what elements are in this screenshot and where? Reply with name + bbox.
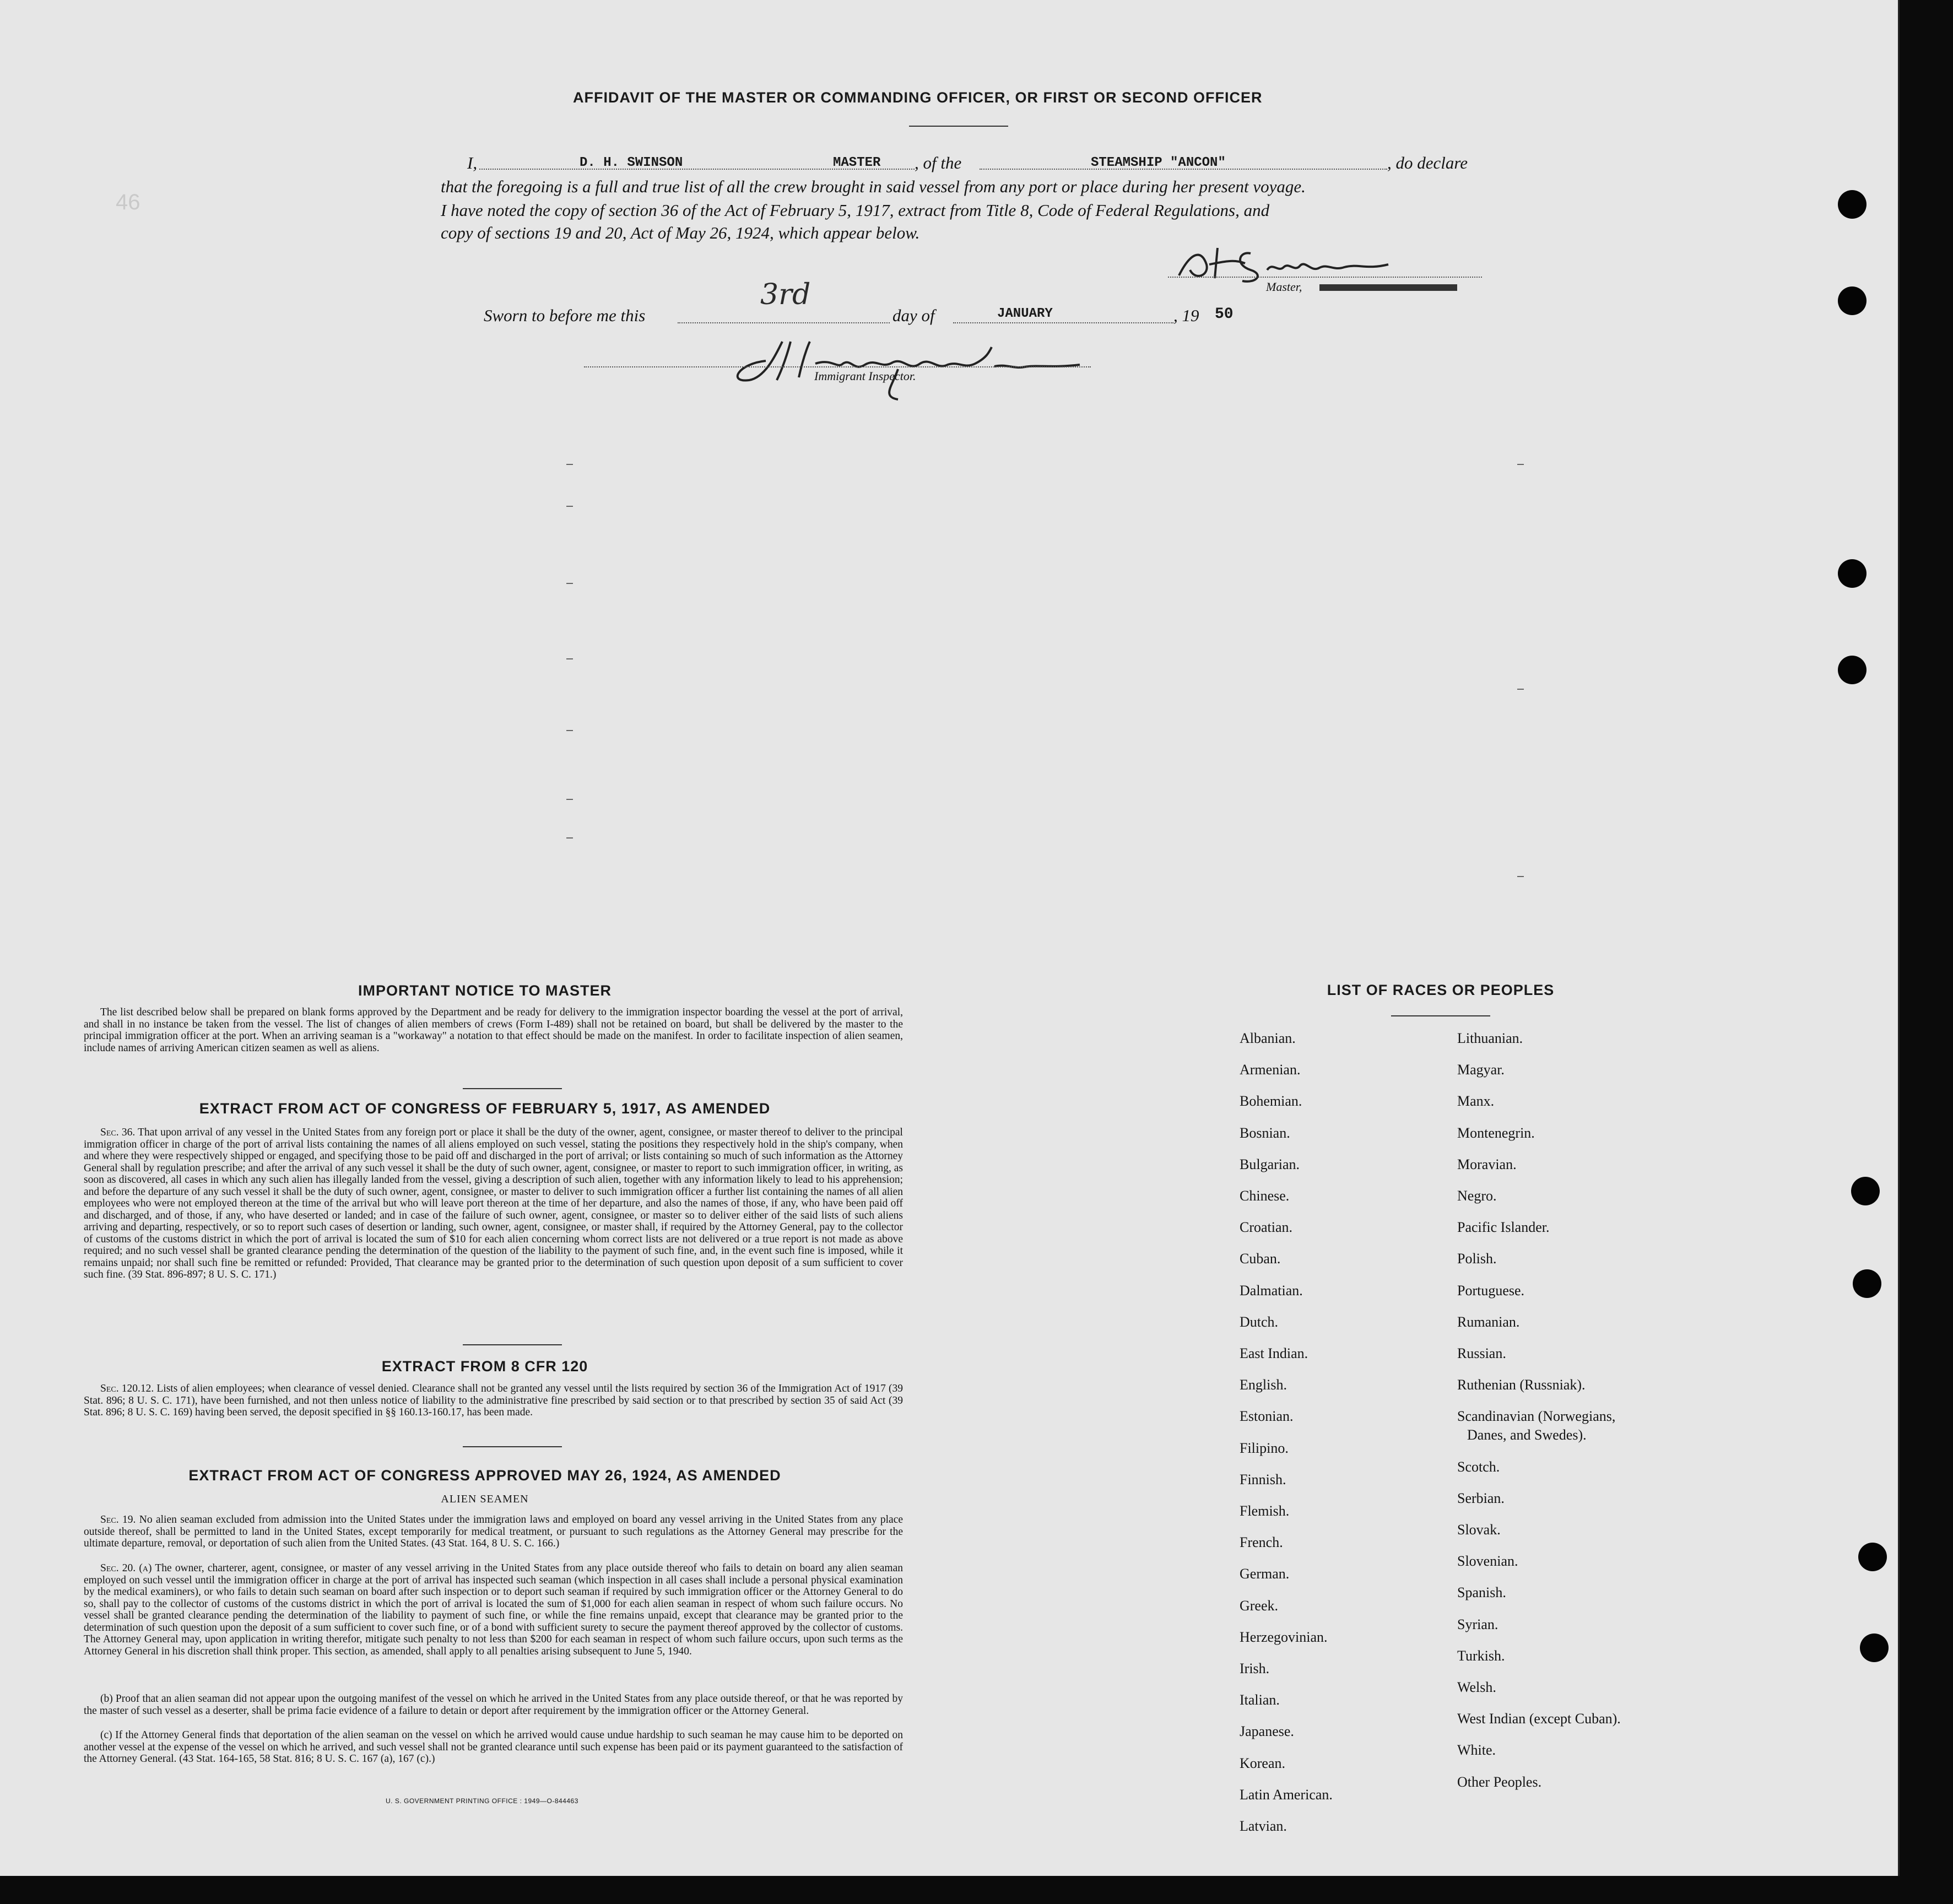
pronoun: I, xyxy=(467,153,478,172)
punch-hole xyxy=(1838,286,1867,315)
race-item: Slovak. xyxy=(1457,1522,1501,1538)
column-tick xyxy=(566,799,573,800)
extract-1917-title: EXTRACT FROM ACT OF CONGRESS OF FEBRUARY 5, 1917, AS AMENDED xyxy=(199,1100,771,1117)
margin-mark: 46 xyxy=(116,190,140,214)
sec19-body: No alien seaman excluded from admission into the United States under the immigration laws and employed on board any vessel arriving in the United States from any place outside thereof, shall be permitted to land in the United States, except temporarily for medical treatment, or pursuant to such regulations as the Attorney General may prescribe for the ultimate departure, removal, or deportation of such alien from the United States. (43 Stat. 164, 8 U. S. C. 166.) xyxy=(84,1514,904,1549)
punch-hole xyxy=(1838,656,1867,684)
race-item: Portuguese. xyxy=(1457,1282,1525,1299)
race-item: Spanish. xyxy=(1457,1584,1506,1601)
master-rank: MASTER xyxy=(833,155,881,170)
race-item: White. xyxy=(1457,1742,1496,1759)
master-caption: Master, xyxy=(1266,280,1302,294)
race-item: Magyar. xyxy=(1457,1062,1505,1078)
race-item: Japanese. xyxy=(1240,1723,1294,1740)
of-the-text: , of the xyxy=(915,153,962,172)
race-item: Latin American. xyxy=(1240,1786,1333,1803)
race-item: East Indian. xyxy=(1240,1345,1308,1361)
race-item: Scandinavian (Norwegians, xyxy=(1457,1408,1616,1425)
race-item: Chinese. xyxy=(1240,1188,1290,1204)
race-item: Welsh. xyxy=(1457,1679,1496,1695)
race-item: Korean. xyxy=(1240,1755,1286,1771)
column-tick xyxy=(566,730,573,731)
do-declare-text: , do declare xyxy=(1387,153,1468,172)
notice-title: IMPORTANT NOTICE TO MASTER xyxy=(358,982,612,999)
race-item: Dalmatian. xyxy=(1240,1282,1303,1299)
extract-1924-title: EXTRACT FROM ACT OF CONGRESS APPROVED MAY 26, 1924, AS AMENDED xyxy=(188,1467,781,1484)
column-tick xyxy=(566,837,573,839)
punch-hole xyxy=(1858,1543,1887,1571)
affidavit-title: AFFIDAVIT OF THE MASTER OR COMMANDING OFFICER, OR FIRST OR SECOND OFFICER xyxy=(573,89,1263,106)
section-rule xyxy=(463,1088,562,1089)
punch-hole xyxy=(1838,559,1867,588)
column-tick xyxy=(566,583,573,584)
vessel-name: STEAMSHIP "ANCON" xyxy=(1091,155,1226,170)
race-item: French. xyxy=(1240,1534,1283,1551)
extract-cfr-text xyxy=(84,1383,903,1419)
race-item: Danes, and Swedes). xyxy=(1467,1427,1587,1443)
sec20a-body: The owner, charterer, agent, consignee, or master of any vessel arriving in the United States from any place outside thereof who fails to detain on board any alien seaman employed on such vessel until the immigration officer in charge at the port of arrival has inspected such seaman (which inspection in all cases shall include a personal physical examination by the medical examiners), or who fails to detain such seaman on board after such inspection or to deport such seaman if required by such immigration officer or the Attorney General to do so, shall pay to the collector of customs of the customs district in which the port of arrival is located the sum of $1,000 for each alien seaman in respect of whom such failure occurs. No vessel shall be granted clearance pending the determination of the liability to payment of such fine, or while the fine remains unpaid, except that clearance may be granted prior to the determination of such question upon the deposit of a sum sufficient to cover such fine, or of a bond with sufficient surety to secure the payment thereof approved by the collector of customs. The Attorney General may, upon application in writing therefor, mitigate such penalty to not less than $200 for each seaman in respect of whom such failure occurs, upon such terms as the Attorney General in his discretion shall think proper. This section, as amended, shall apply to all penalties arising subsequent to June 5, 1940. xyxy=(84,1562,903,1657)
extract-1917-sec: Sec. 36. xyxy=(100,1127,136,1138)
column-tick xyxy=(1517,464,1524,465)
extract-1924-sec20c: (c) If the Attorney General finds that deportation of the alien seaman on the vessel on which he arrived would cause undue hardship to such seaman he may cause him to be deported on another vessel at the expense of the vessel on which he arrived, and such vessel shall not be granted clearance until such expense has been paid or its payment guaranteed to the satisfaction of the Attorney General. (43 Stat. 164-165, 58 Stat. 816; 8 U. S. C. 167 (a), 167 (c).) xyxy=(84,1729,903,1765)
struck-title xyxy=(1319,284,1457,291)
punch-hole xyxy=(1853,1269,1881,1298)
race-item: Estonian. xyxy=(1240,1408,1294,1425)
title-rule xyxy=(909,126,1008,127)
extract-cfr-title: EXTRACT FROM 8 CFR 120 xyxy=(381,1358,588,1375)
day-of-text: day of xyxy=(892,306,935,325)
extract-1917-body: That upon arrival of any vessel in the United States from any foreign port or place it shall be the duty of the owner, agent, consignee, or master thereof to deliver to the principal immigration officer in charge of the port of arrival lists containing the names of all aliens employed on such vessel, stating the positions they respectively hold in the ship's company, when and where they were respectively shipped or engaged, and specifying those to be paid off and discharged in the port of arrival; or lists containing so much of such information as the Attorney General shall by regulation prescribe; and after the arrival of any such vessel it shall be the duty of such owner, agent, consignee, or master to report to such immigration officer, in writing, as soon as discovered, all cases in which any such alien has illegally landed from the vessel, giving a description of such alien, together with any information likely to lead to his apprehension; and before the departure of any such vessel it shall be the duty of such owner, agent, consignee, or master to deliver to such immigration officer a further list containing the names of all alien employees who were not employed thereon at the time of the arrival but who will leave port thereon at the time of her departure, and also the names of those, if any, who have been paid off and discharged, and of those, if any, who have deserted or landed; and in case of the failure of such owner, agent, consignee, or master so to deliver either of the said lists of such aliens arriving and departing, respectively, or so to report such cases of desertion or landing, such owner, agent, consignee, or master shall, if required by the Attorney General, pay to the collector of customs of the customs district in which the port of arrival is located the sum of $10 for each alien concerning whom correct lists are not delivered or a true report is not made as above required; and no such vessel shall be granted clearance pending the determination of the question of the liability to the payment of such fine, and, in the event such fine is imposed, while it remains unpaid; nor shall such fine be remitted or refunded: Provided, That clearance may be granted prior to the determination of such question upon deposit of a sum sufficient to cover such fine. (39 Stat. 896-897; 8 U. S. C. 171.) xyxy=(84,1127,903,1280)
race-item: Scotch. xyxy=(1457,1458,1500,1475)
race-item: Rumanian. xyxy=(1457,1313,1520,1330)
column-tick xyxy=(1517,876,1524,877)
race-item: Serbian. xyxy=(1457,1490,1505,1506)
race-item: Armenian. xyxy=(1240,1062,1301,1078)
punch-hole xyxy=(1860,1633,1889,1662)
sec20a-label: Sec. 20. (a) xyxy=(100,1562,152,1574)
extract-cfr-sec: Sec. 120.12. xyxy=(100,1383,154,1394)
master-signature-line xyxy=(1168,277,1482,278)
races-title: LIST OF RACES OR PEOPLES xyxy=(1327,982,1555,998)
year-suffix: 50 xyxy=(1215,306,1234,323)
race-item: Bohemian. xyxy=(1240,1093,1302,1110)
race-item: Turkish. xyxy=(1457,1647,1505,1664)
inspector-signature-line xyxy=(584,366,1091,367)
race-item: West Indian (except Cuban). xyxy=(1457,1711,1621,1727)
race-item: Moravian. xyxy=(1457,1156,1517,1172)
extract-1924-sec20a xyxy=(84,1562,903,1657)
year-prefix: , 19 xyxy=(1173,306,1199,325)
sec19-label: Sec. 19. xyxy=(100,1514,136,1526)
extract-1917-text xyxy=(84,1127,903,1281)
extract-1924-subtitle: ALIEN SEAMEN xyxy=(441,1493,529,1505)
section-rule xyxy=(463,1344,562,1345)
race-item: German. xyxy=(1240,1566,1290,1582)
race-item: Manx. xyxy=(1457,1093,1495,1110)
race-item: Bulgarian. xyxy=(1240,1156,1300,1172)
race-item: Albanian. xyxy=(1240,1030,1296,1046)
affidavit-line-3: I have noted the copy of section 36 of the Act of February 5, 1917, extract from Title 8, Code of Federal Regulations, and xyxy=(441,201,1270,220)
sworn-day: 3rd xyxy=(760,278,811,311)
race-item: Latvian. xyxy=(1240,1818,1287,1834)
race-item: Other Peoples. xyxy=(1457,1773,1542,1790)
race-item: Italian. xyxy=(1240,1692,1280,1708)
column-tick xyxy=(566,464,573,465)
sworn-day-line xyxy=(678,322,890,323)
master-name: D. H. SWINSON xyxy=(580,155,683,170)
race-item: Herzegovinian. xyxy=(1240,1629,1328,1645)
affidavit-line-4: copy of sections 19 and 20, Act of May 26, 1924, which appear below. xyxy=(441,223,920,242)
month-line xyxy=(953,322,1173,323)
race-item: Russian. xyxy=(1457,1345,1506,1361)
punch-hole xyxy=(1838,190,1867,219)
race-item: Montenegrin. xyxy=(1457,1124,1535,1141)
race-item: Flemish. xyxy=(1240,1503,1290,1519)
race-item: English. xyxy=(1240,1377,1287,1393)
inspector-caption: Immigrant Inspector. xyxy=(814,369,916,383)
extract-1924-sec20b: (b) Proof that an alien seaman did not appear upon the outgoing manifest of the vessel on which he arrived in the United States from any place outside thereof, or that he was reported by the master of such vessel as a deserter, shall be prima facie evidence of a failure to detain or deport after requirement by the immigration officer or the Attorney General. xyxy=(84,1693,903,1717)
race-item: Slovenian. xyxy=(1457,1553,1518,1570)
race-item: Syrian. xyxy=(1457,1616,1498,1632)
race-item: Cuban. xyxy=(1240,1251,1281,1267)
race-item: Filipino. xyxy=(1240,1440,1289,1456)
race-item: Pacific Islander. xyxy=(1457,1219,1550,1236)
column-tick xyxy=(566,506,573,507)
race-item: Bosnian. xyxy=(1240,1124,1290,1141)
extract-cfr-body: Lists of alien employees; when clearance of vessel denied. Clearance shall not be granted any vessel until the lists required by section 36 of the Immigration Act of 1917 (39 Stat. 896; 8 U. S. C. 171), have been furnished, and not then unless notice of liability to the administrative fine prescribed by said section or to that prescribed by section 35 of said Act (39 Stat. 896; 8 U. S. C. 169) having been served, the deposit specified in §§ 160.13-160.17, has been made. xyxy=(84,1383,903,1418)
race-item: Negro. xyxy=(1457,1188,1497,1204)
column-tick xyxy=(566,658,573,659)
race-item: Dutch. xyxy=(1240,1313,1279,1330)
race-item: Polish. xyxy=(1457,1251,1497,1267)
extract-1924-sec19 xyxy=(84,1514,903,1550)
sworn-month: JANUARY xyxy=(997,306,1053,321)
notice-text: The list described below shall be prepared on blank forms approved by the Department and be ready for delivery to the immigration inspector boarding the vessel at the port of arrival, and shall in no instance be taken from the vessel. The list of changes of alien members of crews (Form I-489) shall not be retained on board, but shall be delivered by the master to the principal immigration officer at the port. When an arriving seaman is a "workaway" a notation to that effect should be made on the manifest. In order to facilitate inspection of alien seamen, include names of arriving American citizen seamen as well as aliens. xyxy=(84,1007,903,1054)
punch-hole xyxy=(1851,1177,1880,1205)
race-item: Irish. xyxy=(1240,1660,1270,1676)
race-item: Greek. xyxy=(1240,1597,1279,1614)
race-item: Finnish. xyxy=(1240,1471,1286,1488)
race-item: Croatian. xyxy=(1240,1219,1293,1236)
race-item: Ruthenian (Russniak). xyxy=(1457,1377,1586,1393)
column-tick xyxy=(1517,689,1524,690)
sworn-prefix: Sworn to before me this xyxy=(484,306,646,325)
printer-imprint: U. S. GOVERNMENT PRINTING OFFICE : 1949—O-844463 xyxy=(386,1797,578,1805)
affidavit-line-2: that the foregoing is a full and true list of all the crew brought in said vessel from any port or place during her present voyage. xyxy=(441,177,1306,196)
race-item: Lithuanian. xyxy=(1457,1030,1523,1046)
section-rule xyxy=(463,1446,562,1447)
races-rule xyxy=(1391,1015,1490,1016)
